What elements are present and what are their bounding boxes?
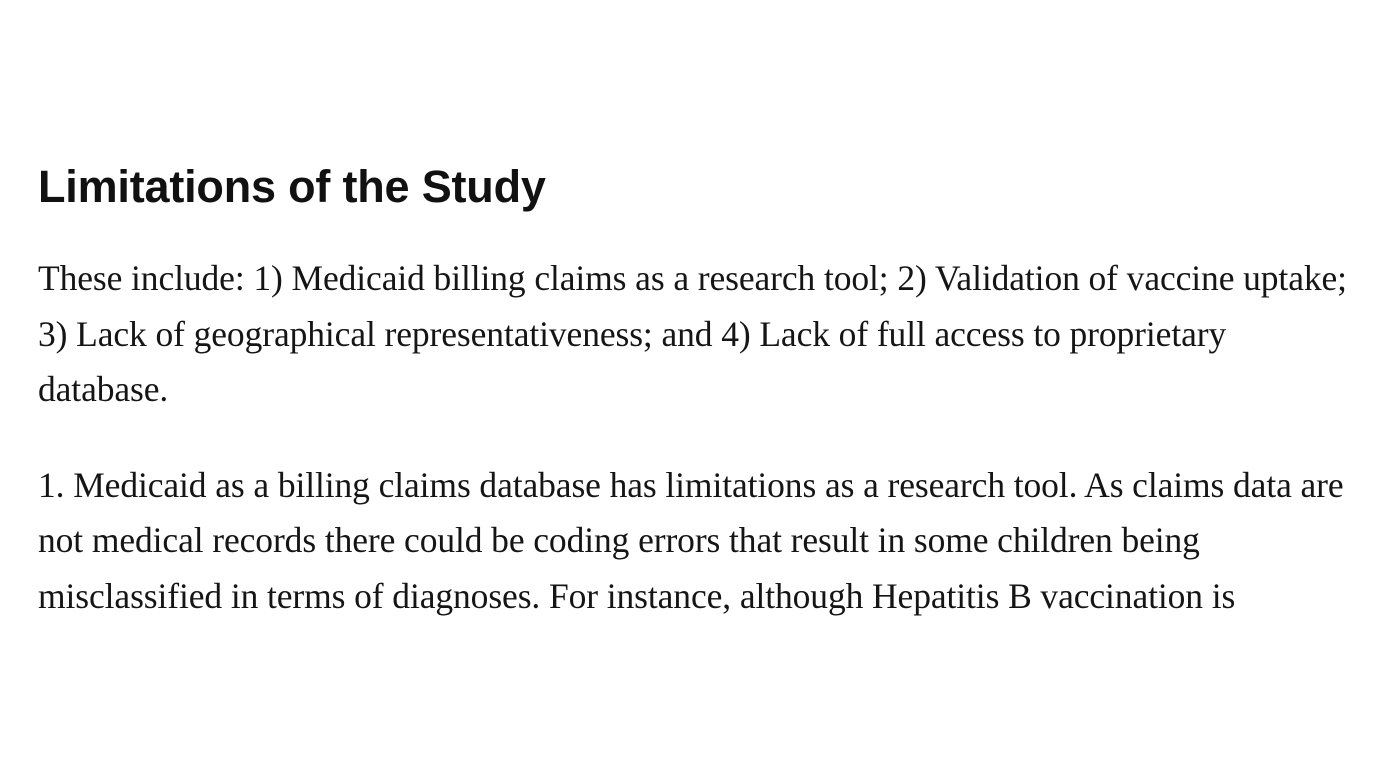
limitations-summary-paragraph: These include: 1) Medicaid billing claims as a research tool; 2) Validation of vaccine uptake; 3) Lack of geographical representativeness; and 4) Lack of full access to proprietary database. [38,258,1347,409]
limitation-1-paragraph: 1. Medicaid as a billing claims database has limitations as a research tool. As claims data are not medical records there could be coding errors that result in some children being misclassified in terms of diagnoses. For instance, although Hepatitis B vaccination is [38,464,1344,616]
article-body [38,158,1358,624]
section-heading: Limitations of the Study [38,161,546,212]
